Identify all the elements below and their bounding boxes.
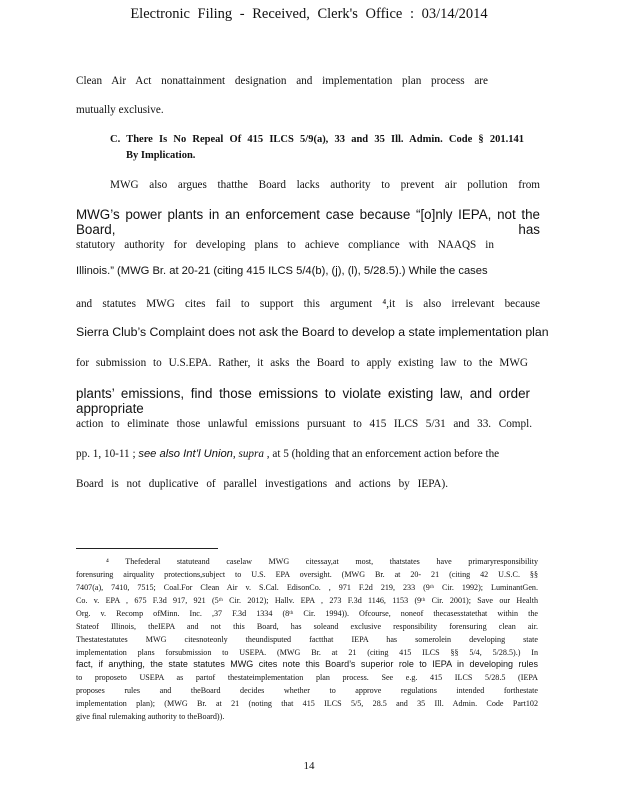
compl-cite: pp. 1, 10-11 ; [76,448,136,460]
body-line: statutory authority for developing plans to achieve compliance with NAAQS in [76,239,494,251]
body-line: Board is not duplicative of parallel investigations and actions by IEPA). [76,478,448,490]
section-heading-cont: By Implication. [126,150,196,161]
footnote-line: ⁴ Thefederal statuteand caselaw MWG citessay,at most, thatstates have primaryresponsibility [106,557,538,566]
footnote-line: implementation plan); (MWG Br. at 21 (noting that 415 ILCS 5/5, 28.5 and 35 Ill. Admin. Code Part102 [76,699,538,708]
filing-header: Electronic Filing - Received, Clerk's Office : 03/14/2014 [130,6,488,22]
footnote-line: Org. v. Recomp ofMinn. Inc. ,37 F.3d 1334 (8ᵗʰ Cir. 1994)). Ofcourse, noneof thecasesstatethat within the [76,609,538,618]
footnote-separator [76,548,218,549]
footnote-line: proposes rules and theBoard decides whether to approve regulations intended forthestate [76,686,538,695]
section-heading: C. There Is No Repeal Of 415 ILCS 5/9(a), 33 and 35 Ill. Admin. Code § 201.141 [110,134,524,145]
footnote-line: 7407(a), 7410, 7515; Coal.For Clean Air v. S.Cal. EdisonCo. , 971 F.2d 219, 233 (9ᵗʰ Cir. 1992); LuminantGen. [76,583,538,592]
supra-cite: , supra [232,448,264,460]
body-line: for submission to U.S.EPA. Rather, it asks the Board to apply existing law to the MWG [76,357,528,369]
footnote-line: Co. v. EPA , 675 F.3d 917, 921 (5ᵗʰ Cir. 2012); Hallv. EPA , 273 F.3d 1146, 1153 (9ᵗʰ Cir. 2001); Save our Health [76,596,538,605]
body-line: Sierra Club’s Complaint does not ask the Board to develop a state implementation plan [76,325,549,339]
body-line: MWG’s power plants in an enforcement case because “[o]nly IEPA, not the Board, has [76,207,540,237]
body-line [76,448,499,460]
body-line: plants’ emissions, find those emissions to violate existing law, and order appropriate [76,386,530,416]
footnote-line: Thestatestatutes MWG citesnoteonly theundisputed factthat IEPA has somerolein developing state [76,635,538,644]
case-cite: see also Int’l Union [138,448,233,460]
body-line: and statutes MWG cites fail to support this argument ⁴,it is also irrelevant because [76,298,540,310]
footnote-line: give final rulemaking authority to theBoard)). [76,712,225,721]
body-line: action to eliminate those unlawful emissions pursuant to 415 ILCS 5/31 and 33. Compl. [76,418,532,430]
footnote-line: to proposeto USEPA as partof thestateimplementation plan process. See e.g. 415 ILCS 5/28.5 (IEPA [76,673,538,682]
footnote-line: fact, if anything, the state statutes MWG cites note this Board’s superior role to IEPA in developing rules [76,659,538,669]
body-line: Clean Air Act nonattainment designation and implementation plan process are [76,75,488,87]
body-line: MWG also argues thatthe Board lacks authority to prevent air pollution from [110,179,540,191]
body-line: mutually exclusive. [76,104,164,116]
page-number: 14 [303,760,315,772]
holding-text: , at 5 (holding that an enforcement action before the [266,448,500,460]
footnote-line: forensuring airquality protections,subject to U.S. EPA oversight. (MWG Br. at 20- 21 (citing 42 U.S.C. §§ [76,570,538,579]
body-line: Illinois.” (MWG Br. at 20-21 (citing 415 ILCS 5/4(b), (j), (l), 5/28.5).) While the cases [76,265,488,277]
footnote-line: Stateof Illinois, theIEPA and not this Board, has soleand exclusive responsibility forensuring clean air. [76,622,538,631]
footnote-line: implementation plans forsubmission to USEPA. (MWG Br. at 21 (citing 415 ILCS §§ 5/4, 5/28.5).) In [76,648,538,657]
